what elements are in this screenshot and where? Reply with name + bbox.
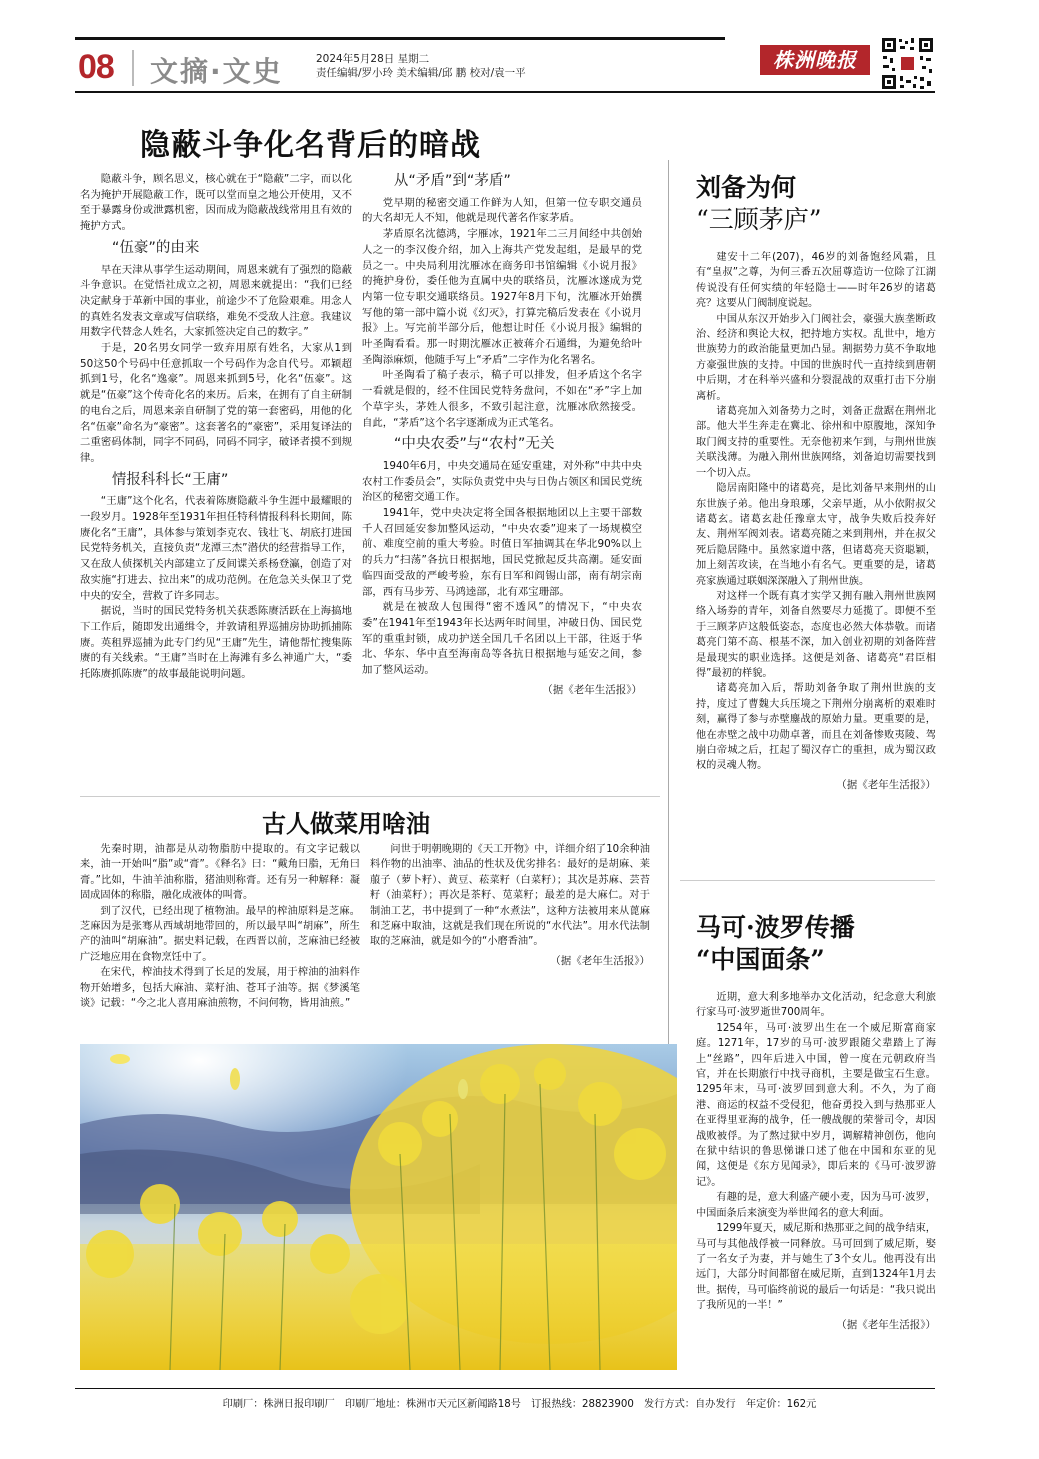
article3-column-2 bbox=[370, 842, 650, 969]
paragraph: 在宋代，榨油技术得到了长足的发展，用于榨油的油料作物开始增多，包括大麻油、菜籽油、苍耳子油等。据《梦溪笔谈》记载：“今之北人喜用麻油煎物，不问何物，皆用油煎。” bbox=[80, 967, 360, 1010]
right-column-rule bbox=[680, 880, 935, 881]
paragraph: 隐居南阳隆中的诸葛亮，是比刘备早来荆州的山东世族子弟。他出身琅琊，父亲早逝，从小依附叔父诸葛玄。诸葛玄赴任豫章太守，战争失败后投奔好友、荆州军阀刘表。诸葛亮随之来到荆州，并在叔父死后隐居隆中。虽然家道中落，但诸葛亮天资聪颖，加上刻苦攻读，在当地小有名气。更重要的是，诸葛亮家族通过联姻深深融入了荆州世族。 bbox=[696, 483, 936, 587]
rapeseed-flowers-photo bbox=[80, 1044, 677, 1370]
issue-date: 2024年5月28日 星期二 bbox=[316, 53, 430, 65]
paragraph: 于是，20名男女同学一致弃用原有姓名，大家从1到50这50个号码中任意抓取一个号码作为念自代号。邓颖超抓到1号，化名“逸豪”。周恩来抓到5号，化名“伍豪”。这就是“伍豪”这个传奇化名的来历。后来，在拥有了自主研制的电台之后，周恩来亲自研制了党的第一套密码，用他的化名“伍豪”命名为“豪密”。这套著名的“豪密”，采用复译法的二重密码体制，同字不同码，同码不同字，破译者摸不到规律。 bbox=[80, 342, 352, 464]
subheading-nongwei: “中央农委”与“农村”无关 bbox=[393, 436, 555, 453]
article2-title-line1: 刘备为何 bbox=[696, 173, 797, 202]
qr-code-icon bbox=[880, 36, 935, 91]
section-rule bbox=[80, 796, 660, 797]
paragraph: 中国从东汉开始步入门阀社会，豪强大族垄断政治、经济和舆论大权，把持地方实权。乱世中，地方世族势力的政治能量更加凸显。割据势力莫不争取地方豪强世族的支持。中国的世族时代一直持续到唐朝中后期，才在科举兴盛和分裂混战的双重打击下分崩离析。 bbox=[696, 313, 936, 402]
paragraph: 据说，当时的国民党特务机关获悉陈赓活跃在上海搞地下工作后，随即发出通缉令，并敦请租界巡捕房协助抓捕陈赓。英租界巡捕为此专门约见“王庸”先生，请他帮忙搜集陈赓的有关线索。“王庸”当时在上海滩有多么神通广大，“委托陈赓抓陈赓”的故事最能说明问题。 bbox=[80, 605, 352, 681]
article-title-hidden-struggle: 隐蔽斗争化名背后的暗战 bbox=[140, 128, 481, 163]
paragraph: 茅盾原名沈德鸿，字雁冰，1921年二三月间经中共创始人之一的李汉俊介绍，加入上海共产党发起组，是最早的党员之一。中央局利用沈雁冰在商务印书馆编辑《小说月报》的掩护身份，委任他为直属中央的联络员，沈雁冰遂成为党内第一位专职交通联络员。1927年8月下旬，沈雁冰开始撰写他的第一部中篇小说《幻灭》，打算完稿后发表在《小说月报》上。写完前半部分后，他想让时任《小说月报》编辑的叶圣陶看看。那一时期沈雁冰正被蒋介石通缉，为避免给叶圣陶添麻烦，他随手写上“矛盾”二字作为化名署名。 bbox=[362, 228, 642, 366]
article1-source: （据《老年生活报》） bbox=[542, 683, 642, 696]
paragraph: 诸葛亮加入后，帮助刘备争取了荆州世族的支持，度过了曹魏大兵压境之下荆州分崩离析的艰难时刻，赢得了参与赤壁鏖战的原始力量。更重要的是，他在赤壁之战中功勋卓著，而且在刘备惨败夷陵、驾崩白帝城之后，扛起了蜀汉存亡的重担，成为蜀汉政权的灵魂人物。 bbox=[696, 683, 936, 772]
paragraph: 叶圣陶看了稿子表示，稿子可以排发，但矛盾这个名字一看就是假的，经不住国民党特务盘问，不如在“矛”字上加个草字头，茅姓人很多，不致引起注意，沈雁冰欣然接受。自此，“茅盾”这个名字逐渐成为正式笔名。 bbox=[362, 369, 642, 429]
article4-source: （据《老年生活报》） bbox=[836, 1318, 936, 1331]
subheading-maodun: 从“矛盾”到“茅盾” bbox=[393, 173, 511, 189]
editor-credits: 责任编辑/罗小玲 美术编辑/邱 鹏 校对/袁一平 bbox=[316, 67, 526, 79]
paragraph: 诸葛亮加入刘备势力之时，刘备正盘踞在荆州北部。他大半生奔走在冀北、徐州和中原腹地，深知争取门阀支持的重要性。无奈他初来乍到，与荆州世族关联浅薄。为融入荆州世族网络，刘备迫切需要找到一个切入点。 bbox=[696, 406, 936, 479]
article2-title-line2: “三顾茅庐” bbox=[696, 205, 822, 234]
article4-title-line2: “中国面条” bbox=[696, 945, 825, 974]
paragraph: 党早期的秘密交通工作鲜为人知，但第一位专职交通员的大名却无人不知，他就是现代著名作家茅盾。 bbox=[362, 196, 642, 225]
footer-rule bbox=[75, 1388, 935, 1389]
article1-column-2 bbox=[362, 172, 642, 699]
newspaper-logo: 株洲晚报 bbox=[760, 45, 870, 75]
paragraph: 早在天津从事学生运动期间，周恩来就有了强烈的隐蔽斗争意识。在觉悟社成立之初，周恩来就提出：“我们已经决定献身于革新中国的事业，前途少不了危险艰难。用念人的真姓名发表文章或写信联络，难免不受敌人注意。我建议用数字代替念人姓名，大家抓签决定自己的数字。” bbox=[80, 263, 352, 339]
page-number: 08 bbox=[78, 48, 114, 86]
subheading-wangyong: 情报科科长“王庸” bbox=[111, 471, 229, 488]
paragraph: 就是在被敌人包围得“密不透风”的情况下，“中央农委”在1941年至1943年长达两年时间里，冲破日伪、国民党军的重重封锁，成功护送全国几千名团以上干部，往返于华北、华东、华中直至海南岛等各抗日根据地与延安之间，参加了整风运动。 bbox=[362, 601, 642, 677]
paragraph: 1940年6月，中央交通局在延安重建，对外称“中共中央农村工作委员会”，实际负责党中央与日伪占领区和国民党统治区的秘密交通工作。 bbox=[362, 459, 642, 504]
flower-field-image bbox=[80, 1044, 677, 1370]
article4-body bbox=[696, 990, 936, 1333]
paragraph: 先秦时期，油都是从动物脂肪中提取的。有文字记载以来，油一开始叫“脂”或“膏”。《释名》曰：“戴角曰脂，无角曰膏。”比如，牛油羊油称脂，猪油则称膏。还有另一种解释：凝固成固体的称脂，融化成液体的叫膏。 bbox=[80, 844, 360, 902]
paragraph: 到了汉代，已经出现了植物油。最早的榨油原料是芝麻。芝麻因为是张骞从西域胡地带回的，所以最早叫“胡麻”，所生产的油叫“胡麻油”。据史料记载，在西晋以前，芝麻油已经被广泛地应用在食物烹饪中了。 bbox=[80, 905, 360, 963]
header-top-rule bbox=[75, 37, 725, 40]
paragraph: 近期，意大利多地举办文化活动，纪念意大利旅行家马可·波罗逝世700周年。 bbox=[696, 992, 936, 1019]
article4-title-line1: 马可·波罗传播 bbox=[696, 913, 855, 942]
article3-source: （据《老年生活报》） bbox=[550, 954, 650, 967]
paragraph: 有趣的是，意大利盛产硬小麦，因为马可·波罗，中国面条后来演变为举世闻名的意大利面。 bbox=[696, 1192, 936, 1219]
footer-imprint: 印刷厂：株洲日报印刷厂 印刷厂地址：株洲市天元区新闻路18号 订报热线：28823900 发行方式：自办发行 年定价：162元 bbox=[222, 1399, 817, 1410]
section-title: 文摘·文史 bbox=[150, 55, 283, 88]
paragraph: 对这样一个既有真才实学又拥有融入荆州世族网络入场券的青年，刘备自然要尽力延揽了。即便不至于三顾茅庐这般低姿态，态度也必然大体恭敬。而诸葛亮门第不高、根基不深，加入创业初期的刘备阵营是最现实的职业选择。这便是刘备、诸葛亮“君臣相得”最初的样貌。 bbox=[696, 590, 936, 679]
subheading-wuhao: “伍豪”的由来 bbox=[111, 239, 200, 256]
article2-body bbox=[696, 250, 936, 793]
issue-meta bbox=[316, 52, 526, 80]
paragraph: 建安十二年(207)，46岁的刘备饱经风霜，且有“皇叔”之尊，为何三番五次屈尊造访一位除了江湖传说没有任何实绩的年轻隐士——时年26岁的诸葛亮？这要从门阀制度说起。 bbox=[696, 252, 936, 310]
article1-column-1 bbox=[80, 172, 352, 683]
header-divider bbox=[132, 50, 134, 86]
paragraph: 1254年，马可·波罗出生在一个威尼斯富商家庭。1271年，17岁的马可·波罗跟随父辈踏上了海上“丝路”，四年后进入中国，曾一度在元朝政府当官，并在长期旅行中找寻商机，主要是做宝石生意。1295年末，马可·波罗回到意大利。不久，为了商港、商运的权益不受侵犯，他奋勇投入到与热那亚人在亚得里亚海的战争，任一艘战舰的荣誉司令，却因战败被俘。为了熬过狱中岁月，调解精神创伤，他向在狱中结识的鲁思悌谦口述了他在中国和东亚的见闻，这便是《东方见闻录》，即后来的《马可·波罗游记》。 bbox=[696, 1022, 936, 1188]
article2-source: （据《老年生活报》） bbox=[836, 778, 936, 791]
paragraph: 1941年，党中央决定将全国各根据地团以上主要干部数千人召回延安参加整风运动，“中央农委”迎来了一场规模空前、难度空前的重大考验。时值日军抽调其在华北90%以上的兵力“扫荡”各抗日根据地，国民党掀起反共高潮。延安面临四面受敌的严峻考验，东有日军和阎锡山部，南有胡宗南部，西有马步芳、马鸿逵部，北有邓宝珊部。 bbox=[362, 507, 642, 598]
article4 bbox=[696, 912, 936, 1333]
article3-title: 古人做菜用啥油 bbox=[262, 809, 430, 838]
paragraph: 问世于明朝晚期的《天工开物》中，详细介绍了10余种油料作物的出油率、油品的性状及优劣排名：最好的是胡麻、莱菔子（萝卜籽）、黄豆、菘菜籽（白菜籽）；其次是苏麻、芸苔籽（油菜籽）；再次是茶籽、苋菜籽；最差的是大麻仁。对于制油工艺，书中提到了一种“水煮法”，这种方法被用来从蓖麻和芝麻中取油，这就是我们现在所说的“水代法”。用水代法制取的芝麻油，就是如今的“小磨香油”。 bbox=[370, 844, 650, 948]
article1-intro: 隐蔽斗争，顾名思义，核心就在于“隐蔽”二字，而以化名为掩护开展隐蔽工作，既可以堂而皇之地公开使用，又不至于暴露身份或泄露机密，因而成为隐蔽战线常用且有效的掩护方式。 bbox=[80, 173, 352, 233]
article3-column-1 bbox=[80, 842, 360, 1030]
paragraph: 1299年夏天，威尼斯和热那亚之间的战争结束，马可与其他战俘被一同释放。马可回到了威尼斯，娶了一名女子为妻，并与她生了3个女儿。他再没有出远门，大部分时间都留在威尼斯，直到1324年1月去世。据传，马可临终前说的最后一句话是：“我只说出了我所见的一半！” bbox=[696, 1223, 936, 1312]
paragraph: “王庸”这个化名，代表着陈赓隐蔽斗争生涯中最耀眼的一段岁月。1928年至1931年担任特科情报科科长期间，陈赓化名“王庸”，具体参与策划李克农、钱壮飞、胡底打进国民党特务机关，直接负责“龙潭三杰”潜伏的经营指导工作，又在敌人侦探机关内部建立了反间谍关系杨登瀛，创造了对敌实施“打进去、拉出来”的成功范例。在危急关头保卫了党中央的安全，营救了许多同志。 bbox=[80, 495, 352, 602]
article2 bbox=[696, 172, 936, 793]
header-bottom-rule bbox=[75, 91, 935, 93]
